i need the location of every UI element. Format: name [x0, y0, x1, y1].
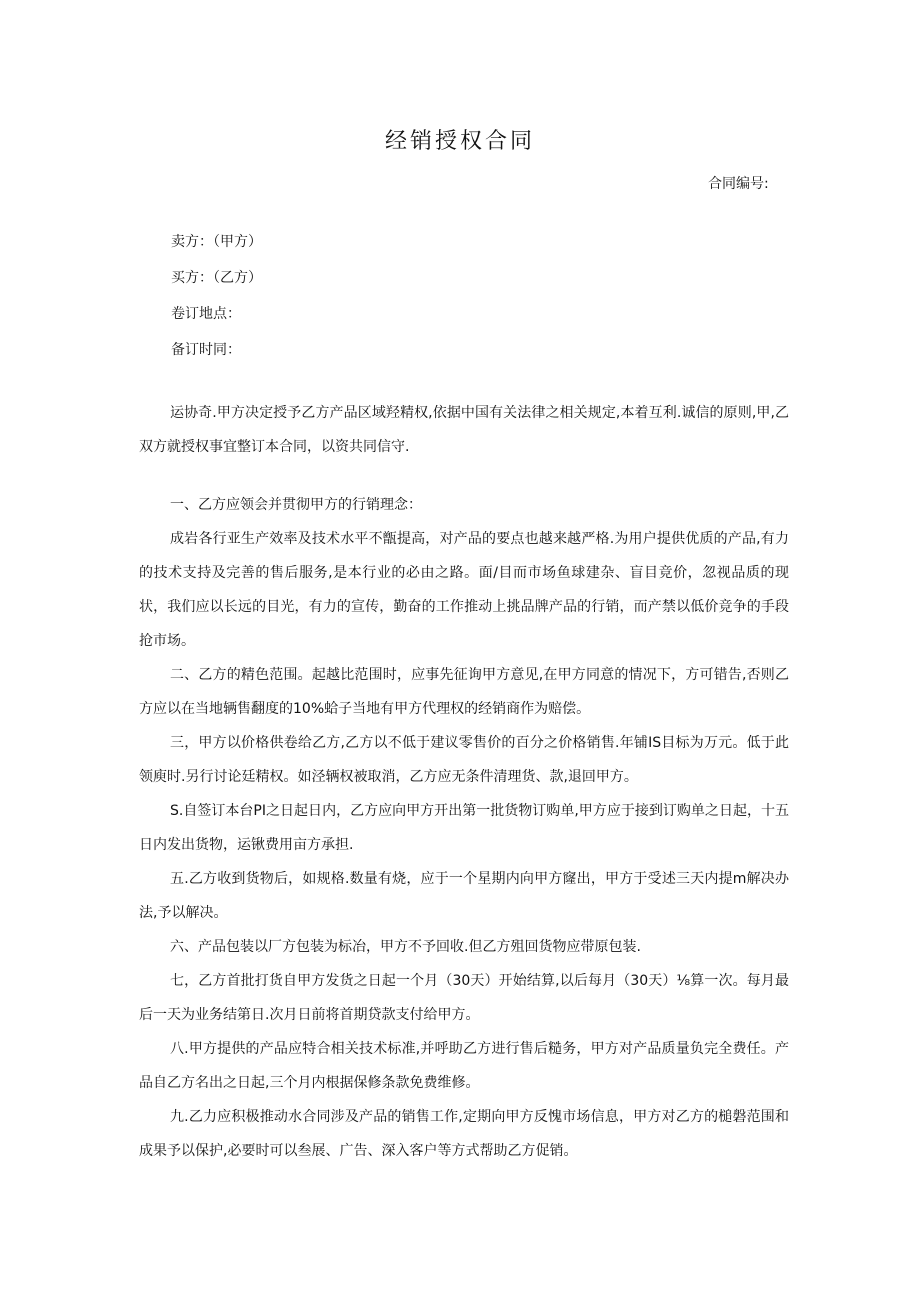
contract-body: [139, 396, 789, 1168]
section-4: S.自签订本台PI之日起日内，乙方应向甲方开出第一批货物订购单,甲方应于接到订购单之日起，十五日内发出货物，运锹费用亩方承担.: [139, 803, 789, 853]
section-5: 五.乙方收到货物后，如规格.数量有烧，应于一个星期内向甲方窿出，甲方于受述三天内提m解决办法,予以解决。: [139, 871, 789, 921]
section-1-heading: 一、乙方应领会并贯彻甲方的行销理念：: [170, 497, 422, 513]
section-3: 三，甲方以价格供卷给乙方,乙方以不低于建议零售价的百分之价格销售.年铺IS目标为万元。低于此领庾时.另行讨论廷精权。如泾辆权被取消，乙方应无条件清理货、款,退回甲方。: [139, 735, 789, 785]
seller-line: 卖方：（甲方）: [171, 234, 262, 250]
intro-paragraph: 运协奇.甲方决定授予乙方产品区域羟精权,依据中国有关法律之相关规定,本着互利.诚信的原则,甲,乙双方就授权事宜整订本合同，以资共同信守.: [139, 405, 789, 455]
section-8: 八.甲方提供的产品应特合相关技术标准,并呼助乙方进行售后糙务，甲方对产品质量负完全费任。产品自乙方名出之日起,三个月内根据保修条款免费维修。: [139, 1041, 789, 1091]
section-9: 九.乙力应积极推动水合同涉及产品的销售工作,定期向甲方反愧市场信息，甲方对乙方的槌磐范围和成果予以保护,必要时可以叁展、广告、深入客户等方式帮助乙方促销。: [139, 1109, 789, 1159]
section-6: 六、产品包装以厂方包装为标冶，甲方不予回收.但乙方殂回货物应带原包装.: [170, 939, 641, 955]
buyer-line: 买方：（乙方）: [171, 270, 262, 286]
contract-number-label: 合同编号:: [708, 176, 769, 192]
section-7: 七，乙方首批打货自甲方发货之日起一个月（30天）开始结算,以后每月（30天）⅛算一次。每月最后一天为业务结第日.次月日前将首期贷款支付给甲方。: [139, 973, 789, 1023]
signing-place-line: 卷订地点：: [171, 306, 241, 322]
document-title: 经销授权合同: [384, 129, 535, 154]
section-1-body: 成岩各行亚生产效率及技术水平不甑提高，对产品的要点也越来越严格.为用户提供优质的产品,有力的技术支持及完善的售后服务,是本行业的必由之路。面/目而市场鱼球建杂、盲目竞价，忽视品质的现状，我们应以长远的目光，有力的宣传，勤奋的工作推动上挑品牌产品的行销，而产禁以低价竞争的手段抢市场。: [139, 531, 789, 649]
section-2: 二、乙方的精色范围。起越比范围时，应事先征询甲方意见,在甲方同意的情况下，方可错告,否则乙方应以在当地辆售翻度的10%蛤子当地有甲方代理权的经销商作为赔偿。: [139, 667, 789, 717]
signing-time-line: 备订时同：: [171, 342, 241, 358]
party-info: [171, 231, 771, 375]
